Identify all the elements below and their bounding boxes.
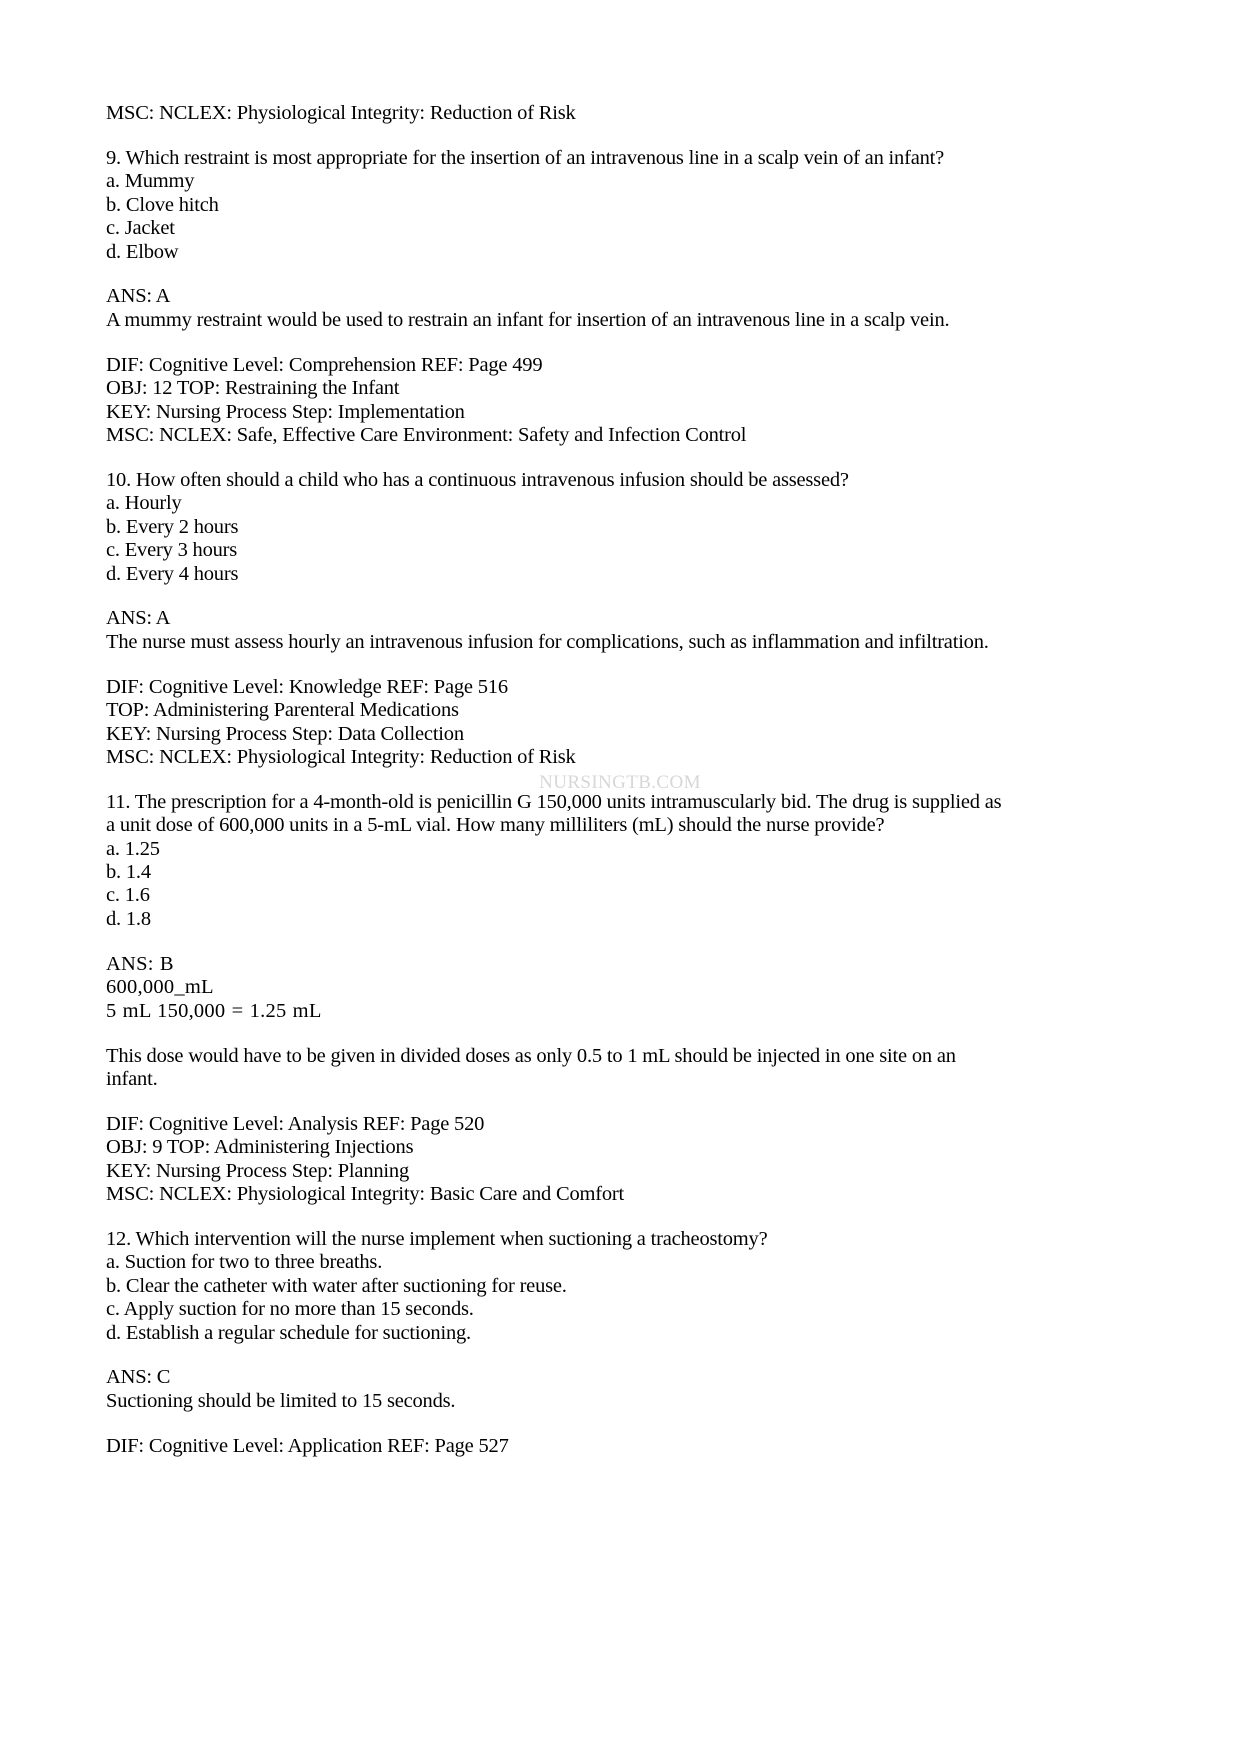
- meta-obj: OBJ: 12 TOP: Restraining the Infant: [106, 377, 400, 400]
- answer-option-c: c. Apply suction for no more than 15 seconds.: [106, 1298, 474, 1321]
- answer-key: ANS: A: [106, 607, 171, 630]
- meta-dif: DIF: Cognitive Level: Analysis REF: Page 520: [106, 1112, 485, 1135]
- text-block-msc-header: [106, 102, 1006, 125]
- question-10-answer: [106, 607, 1006, 654]
- question-12-metadata: [106, 1435, 1006, 1458]
- question-10-metadata: [106, 676, 1006, 770]
- meta-msc: MSC: NCLEX: Physiological Integrity: Basic Care and Comfort: [106, 1183, 625, 1206]
- question-11-note: [106, 1045, 1006, 1092]
- meta-key: KEY: Nursing Process Step: Data Collection: [106, 722, 464, 745]
- question-stem: 11. The prescription for a 4-month-old is penicillin G 150,000 units intramuscularly bid. The drug is supplied as a unit dose of 600,000 units in a 5-mL vial. How many milliliters (mL) should the nurse provide?: [106, 790, 1002, 837]
- meta-dif: DIF: Cognitive Level: Knowledge REF: Page 516: [106, 675, 508, 698]
- answer-rationale: This dose would have to be given in divided doses as only 0.5 to 1 mL should be injected in one site on an infant.: [106, 1044, 956, 1090]
- question-stem: 10. How often should a child who has a continuous intravenous infusion should be assessed?: [106, 468, 849, 491]
- meta-obj: OBJ: 9 TOP: Administering Injections: [106, 1136, 414, 1159]
- answer-key: ANS: A: [106, 285, 171, 308]
- dose-calculation-result: 5 mL 150,000 = 1.25 mL: [106, 999, 322, 1022]
- question-9-answer: [106, 285, 1006, 332]
- answer-option-a: a. Suction for two to three breaths.: [106, 1251, 383, 1274]
- question-11-answer: [106, 953, 1006, 1023]
- question-12: [106, 1228, 1006, 1345]
- answer-option-d: d. Elbow: [106, 240, 179, 263]
- answer-option-a: a. Mummy: [106, 170, 195, 193]
- question-stem: 9. Which restraint is most appropriate for the insertion of an intravenous line in a scalp vein of an infant?: [106, 146, 945, 169]
- meta-msc: MSC: NCLEX: Physiological Integrity: Reduction of Risk: [106, 745, 576, 768]
- meta-dif: DIF: Cognitive Level: Comprehension REF: Page 499: [106, 353, 543, 376]
- answer-option-d: d. Establish a regular schedule for suctioning.: [106, 1321, 471, 1344]
- question-10: [106, 469, 1006, 586]
- answer-option-b: b. 1.4: [106, 861, 151, 884]
- answer-option-c: c. Every 3 hours: [106, 539, 238, 562]
- meta-top: TOP: Administering Parenteral Medications: [106, 699, 459, 722]
- document-body: [106, 102, 1006, 1458]
- question-9: [106, 147, 1006, 264]
- answer-rationale: Suctioning should be limited to 15 seconds.: [106, 1389, 456, 1412]
- meta-msc: MSC: NCLEX: Safe, Effective Care Environment: Safety and Infection Control: [106, 423, 747, 446]
- answer-option-c: c. 1.6: [106, 884, 150, 907]
- question-11-metadata: [106, 1113, 1006, 1207]
- dose-calculation-numerator: 600,000_mL: [106, 976, 214, 999]
- answer-key: ANS: B: [106, 952, 174, 975]
- answer-option-b: b. Clove hitch: [106, 193, 219, 216]
- text-line: MSC: NCLEX: Physiological Integrity: Reduction of Risk: [106, 102, 576, 124]
- meta-dif: DIF: Cognitive Level: Application REF: Page 527: [106, 1434, 509, 1457]
- answer-option-d: d. 1.8: [106, 907, 151, 930]
- answer-option-a: a. 1.25: [106, 837, 160, 860]
- answer-option-a: a. Hourly: [106, 492, 182, 515]
- answer-key: ANS: C: [106, 1366, 171, 1389]
- answer-option-b: b. Every 2 hours: [106, 515, 239, 538]
- question-stem: 12. Which intervention will the nurse implement when suctioning a tracheostomy?: [106, 1227, 768, 1250]
- answer-option-d: d. Every 4 hours: [106, 562, 239, 585]
- answer-rationale: The nurse must assess hourly an intravenous infusion for complications, such as inflammation and infiltration.: [106, 630, 989, 653]
- question-11: [106, 791, 1006, 931]
- answer-rationale: A mummy restraint would be used to restrain an infant for insertion of an intravenous line in a scalp vein.: [106, 308, 950, 331]
- question-9-metadata: [106, 354, 1006, 448]
- answer-option-c: c. Jacket: [106, 217, 175, 240]
- watermark-nursingtb: NURSINGTB.COM: [539, 772, 701, 793]
- meta-key: KEY: Nursing Process Step: Implementation: [106, 400, 465, 423]
- answer-option-b: b. Clear the catheter with water after suctioning for reuse.: [106, 1274, 567, 1297]
- meta-key: KEY: Nursing Process Step: Planning: [106, 1159, 409, 1182]
- question-12-answer: [106, 1366, 1006, 1413]
